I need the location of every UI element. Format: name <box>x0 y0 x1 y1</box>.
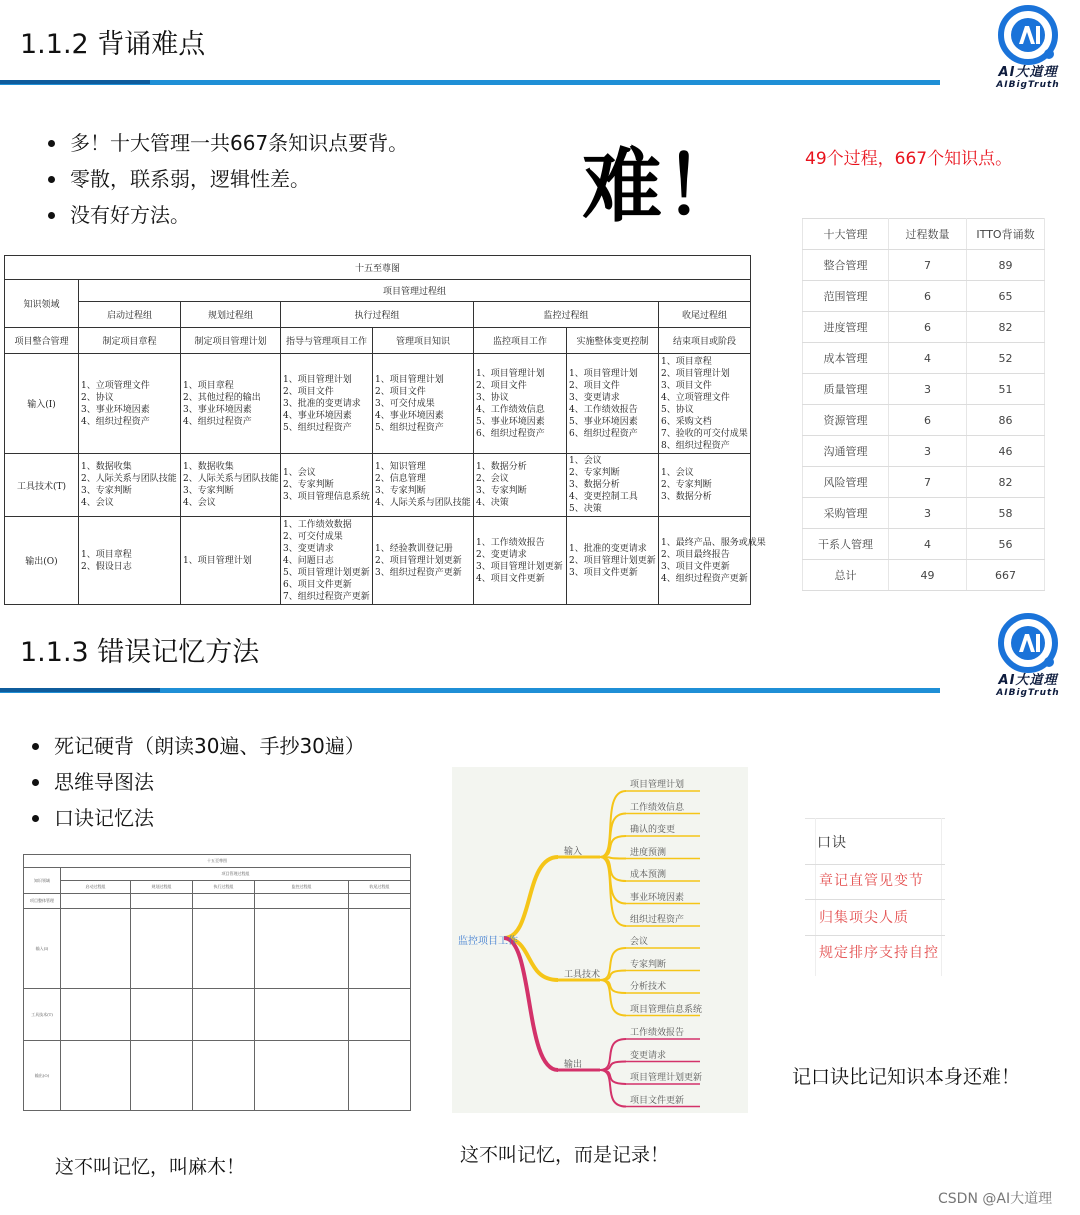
count-cell: 4 <box>889 529 967 560</box>
itto-row-label: 输出(O) <box>5 517 79 605</box>
itto-cell-item: 3、变更请求 <box>283 543 334 554</box>
section2-title: 1.1.3 错误记忆方法 <box>20 637 260 668</box>
count-cell: 86 <box>967 405 1045 436</box>
itto-group: 规划过程组 <box>181 302 281 328</box>
mnemonic-grid-line <box>805 818 945 819</box>
logo <box>985 612 1071 699</box>
itto-cell-item: 2、专家判断 <box>283 480 334 490</box>
mind-branch-line <box>504 857 558 938</box>
count-cell: 进度管理 <box>803 312 889 343</box>
itto-cell-item: 2、项目管理计划更新 <box>375 555 462 566</box>
itto-cell <box>181 454 281 517</box>
blank-template <box>23 854 411 1111</box>
bullet-item: 口诀记忆法 <box>32 800 432 836</box>
mind-leaf-label: 项目文件更新 <box>630 1095 685 1106</box>
mnemonic-line: 章记直管见变节 <box>819 873 924 889</box>
itto-cell-item: 3、数据分析 <box>661 492 712 502</box>
blank-area-label: 知识领域 <box>24 868 61 894</box>
itto-cell <box>373 454 474 517</box>
caption-right: 记口诀比记知识本身还难！ <box>792 1066 1021 1088</box>
itto-cell-item: 3、可交付成果 <box>375 398 435 409</box>
mind-leaf-label: 项目管理信息系统 <box>630 1004 703 1015</box>
ai-logo-icon <box>997 4 1059 66</box>
blank-group: 收尾过程组 <box>349 881 411 894</box>
count-cell: 采购管理 <box>803 498 889 529</box>
itto-table <box>4 255 766 605</box>
count-row <box>803 343 1045 374</box>
itto-cell <box>79 454 181 517</box>
itto-process: 指导与管理项目工作 <box>281 328 373 354</box>
mind-leaf-label: 事业环境因素 <box>630 892 685 903</box>
mnemonic-grid-line <box>805 899 945 900</box>
count-row <box>803 436 1045 467</box>
count-row <box>803 498 1045 529</box>
count-cell: 范围管理 <box>803 281 889 312</box>
mind-branch-label: 工具技术 <box>564 970 601 980</box>
itto-cell <box>373 354 474 454</box>
count-cell: 51 <box>967 374 1045 405</box>
itto-cell-item: 4、事业环境因素 <box>283 410 352 421</box>
itto-group-header: 项目管理过程组 <box>79 280 751 302</box>
count-row <box>803 250 1045 281</box>
ai-logo-icon <box>997 612 1059 674</box>
mind-leaf-line <box>600 948 626 980</box>
count-cell: 667 <box>967 560 1045 591</box>
itto-cell-item: 1、项目管理计划 <box>569 368 638 379</box>
mind-branch-label: 输入 <box>564 847 583 857</box>
count-row <box>803 374 1045 405</box>
itto-cell-item: 6、采购文档 <box>661 416 712 427</box>
itto-area-label: 知识领域 <box>5 280 79 328</box>
section1-divider-accent <box>0 80 150 84</box>
blank-row-label: 输出(O) <box>24 1041 61 1111</box>
mind-leaf-line <box>600 1039 626 1070</box>
itto-cell-item: 2、其他过程的输出 <box>183 392 261 403</box>
count-cell: 6 <box>889 281 967 312</box>
caption-left: 这不叫记忆，叫麻木！ <box>55 1156 246 1178</box>
itto-cell <box>659 517 766 605</box>
blank-row-label: 输入(I) <box>24 909 61 989</box>
itto-cell <box>567 354 659 454</box>
section2-bullets <box>32 728 432 836</box>
itto-cell <box>659 354 751 454</box>
itto-cell-item: 2、专家判断 <box>661 480 712 490</box>
count-row <box>803 281 1045 312</box>
itto-cell-item: 2、项目管理计划 <box>661 368 730 379</box>
blank-row-area: 项目整体管理 <box>24 894 61 909</box>
itto-cell-item: 3、批准的变更请求 <box>283 398 361 409</box>
mind-leaf-label: 分析技术 <box>630 982 667 992</box>
mind-branch-label: 输出 <box>564 1060 583 1070</box>
count-cell: 65 <box>967 281 1045 312</box>
itto-cell-item: 4、决策 <box>476 498 509 508</box>
itto-cell-item: 4、事业环境因素 <box>375 410 444 421</box>
itto-process: 实施整体变更控制 <box>567 328 659 354</box>
count-row <box>803 467 1045 498</box>
itto-cell-item: 3、项目管理计划更新 <box>476 561 563 572</box>
bullet-item: 零散，联系弱，逻辑性差。 <box>48 161 568 197</box>
itto-cell-item: 4、人际关系与团队技能 <box>375 498 471 508</box>
itto-cell <box>79 517 181 605</box>
process-count-note: 49个过程，667个知识点。 <box>805 149 1013 169</box>
itto-cell-item: 3、专家判断 <box>183 486 234 496</box>
itto-cell <box>181 354 281 454</box>
itto-table-container <box>4 255 766 605</box>
logo-brand: AI大道理 <box>998 673 1058 688</box>
mind-leaf-label: 变更请求 <box>630 1050 667 1061</box>
itto-cell-item: 4、工作绩效信息 <box>476 404 545 415</box>
itto-cell-item: 2、项目最终报告 <box>661 549 730 560</box>
itto-cell-item: 4、立项管理文件 <box>661 392 730 403</box>
itto-process: 制定项目章程 <box>79 328 181 354</box>
count-cell: 82 <box>967 312 1045 343</box>
mind-leaf-line <box>600 1070 626 1084</box>
footer-watermark: CSDN @AI大道理 <box>938 1191 1053 1207</box>
count-cell: 6 <box>889 405 967 436</box>
itto-cell-item: 2、项目文件 <box>375 386 426 397</box>
itto-cell-item: 1、项目管理计划 <box>476 368 545 379</box>
itto-cell-item: 7、组织过程资产更新 <box>283 591 370 602</box>
itto-cell-item: 1、数据分析 <box>476 462 527 472</box>
mnemonic-grid-line <box>805 935 945 936</box>
mind-leaf-label: 会议 <box>630 937 649 947</box>
count-cell: 46 <box>967 436 1045 467</box>
itto-cell-item: 3、事业环境因素 <box>81 404 150 415</box>
itto-cell-item: 5、组织过程资产 <box>375 422 444 433</box>
itto-row-label: 输入(I) <box>5 354 79 454</box>
itto-group: 启动过程组 <box>79 302 181 328</box>
mind-map <box>452 767 748 1113</box>
mnemonic-card <box>805 818 945 976</box>
mind-leaf-label: 成本预测 <box>630 870 667 880</box>
itto-cell-item: 3、专家判断 <box>375 486 426 496</box>
itto-cell-item: 1、会议 <box>283 468 316 478</box>
count-header: 过程数量 <box>889 219 967 250</box>
itto-row-tools <box>5 454 751 517</box>
count-cell: 沟通管理 <box>803 436 889 467</box>
count-row <box>803 529 1045 560</box>
bullet-item: 思维导图法 <box>32 764 432 800</box>
mnemonic-grid-line <box>805 864 945 865</box>
itto-cell-item: 3、专家判断 <box>81 486 132 496</box>
itto-cell-item: 1、知识管理 <box>375 462 426 472</box>
count-cell: 3 <box>889 436 967 467</box>
itto-cell-item: 4、问题日志 <box>283 555 334 566</box>
itto-row-label: 工具技术(T) <box>5 454 79 517</box>
count-cell: 49 <box>889 560 967 591</box>
itto-cell-item: 2、项目文件 <box>283 386 334 397</box>
mnemonic-line: 规定排序支持自控 <box>819 945 939 961</box>
itto-cell <box>281 454 373 517</box>
itto-cell-item: 1、数据收集 <box>81 462 132 472</box>
itto-cell-item: 2、项目文件 <box>476 380 527 391</box>
count-cell: 58 <box>967 498 1045 529</box>
count-cell: 3 <box>889 498 967 529</box>
itto-cell-item: 3、项目管理信息系统 <box>283 492 370 502</box>
section2-divider-accent <box>0 688 160 692</box>
itto-cell-item: 4、会议 <box>81 498 114 508</box>
itto-cell <box>181 517 281 605</box>
bullet-item: 没有好方法。 <box>48 197 568 233</box>
mind-leaf-label: 工作绩效信息 <box>630 802 685 813</box>
itto-cell-item: 1、最终产品、服务或成果 <box>661 537 766 548</box>
mnemonic-title: 口诀 <box>817 835 847 851</box>
itto-cell-item: 7、验收的可交付成果 <box>661 428 748 439</box>
blank-template-table <box>23 854 411 1111</box>
bullet-item: 死记硬背（朗读30遍、手抄30遍） <box>32 728 432 764</box>
itto-cell-item: 2、协议 <box>81 392 114 403</box>
itto-cell-item: 2、假设日志 <box>81 561 132 572</box>
count-header: ITTO背诵数 <box>967 219 1045 250</box>
mnemonic-line: 归集项尖人质 <box>819 910 909 926</box>
logo-subtitle: AIBigTruth <box>996 80 1060 90</box>
itto-cell-item: 5、组织过程资产 <box>283 422 352 433</box>
mind-leaf-line <box>600 836 626 857</box>
itto-cell-item: 3、数据分析 <box>569 480 620 490</box>
itto-group: 执行过程组 <box>281 302 474 328</box>
itto-cell-item: 5、决策 <box>569 504 602 514</box>
bullet-item: 多！十大管理一共667条知识点要背。 <box>48 125 568 161</box>
itto-cell <box>281 517 373 605</box>
count-cell: 7 <box>889 467 967 498</box>
count-row <box>803 405 1045 436</box>
itto-cell-item: 3、项目文件更新 <box>661 561 730 572</box>
blank-group: 监控过程组 <box>255 881 349 894</box>
itto-cell <box>474 354 567 454</box>
itto-cell <box>474 517 567 605</box>
itto-cell-item: 4、组织过程资产更新 <box>661 573 748 584</box>
itto-group: 收尾过程组 <box>659 302 751 328</box>
itto-cell-item: 1、项目章程 <box>661 356 712 367</box>
itto-cell-item: 4、工作绩效报告 <box>569 404 638 415</box>
itto-cell-item: 2、专家判断 <box>569 468 620 478</box>
itto-cell-item: 6、组织过程资产 <box>476 428 545 439</box>
itto-cell <box>281 354 373 454</box>
count-cell: 总计 <box>803 560 889 591</box>
itto-row-output <box>5 517 751 605</box>
count-cell: 整合管理 <box>803 250 889 281</box>
itto-cell-item: 2、会议 <box>476 474 509 484</box>
itto-cell-item: 1、项目章程 <box>183 380 234 391</box>
mind-leaf-line <box>600 980 626 1016</box>
itto-cell-item: 1、会议 <box>661 468 694 478</box>
mind-leaf-line <box>600 857 626 881</box>
mind-leaf-label: 进度预测 <box>630 847 667 858</box>
itto-cell-item: 4、组织过程资产 <box>183 416 252 427</box>
logo-brand: AI大道理 <box>998 65 1058 80</box>
caption-middle: 这不叫记忆，而是记录！ <box>460 1144 670 1166</box>
itto-cell-item: 3、项目文件 <box>661 380 712 391</box>
blank-group: 启动过程组 <box>61 881 131 894</box>
blank-title: 十五至尊图 <box>24 855 411 868</box>
difficulty-emphasis: 难！ <box>582 139 746 233</box>
itto-cell-item: 8、组织过程资产 <box>661 440 730 451</box>
itto-cell-item: 1、立项管理文件 <box>81 380 150 391</box>
itto-cell-item: 4、项目文件更新 <box>476 573 545 584</box>
itto-cell <box>79 354 181 454</box>
mind-root: 监控项目工作 <box>458 936 518 947</box>
count-cell: 质量管理 <box>803 374 889 405</box>
itto-cell-item: 1、项目章程 <box>81 549 132 560</box>
itto-cell <box>567 454 659 517</box>
itto-cell-item: 2、项目文件 <box>569 380 620 391</box>
itto-cell-item: 5、项目管理计划更新 <box>283 567 370 578</box>
itto-cell <box>567 517 659 605</box>
itto-cell-item: 4、变更控制工具 <box>569 492 638 502</box>
count-table <box>802 218 1045 591</box>
itto-group: 监控过程组 <box>474 302 659 328</box>
mind-leaf-label: 专家判断 <box>630 959 667 970</box>
count-cell: 82 <box>967 467 1045 498</box>
count-cell: 干系人管理 <box>803 529 889 560</box>
logo-subtitle: AIBigTruth <box>996 688 1060 698</box>
itto-cell-item: 2、可交付成果 <box>283 531 343 542</box>
count-table-container <box>802 218 1045 591</box>
itto-cell-item: 1、工作绩效报告 <box>476 537 545 548</box>
mind-leaf-label: 组织过程资产 <box>630 915 685 925</box>
itto-cell-item: 5、事业环境因素 <box>569 416 638 427</box>
itto-cell-item: 4、组织过程资产 <box>81 416 150 427</box>
itto-cell-item: 3、事业环境因素 <box>183 404 252 415</box>
count-cell: 56 <box>967 529 1045 560</box>
itto-cell-item: 1、数据收集 <box>183 462 234 472</box>
itto-row-input <box>5 354 751 454</box>
itto-cell-item: 4、会议 <box>183 498 216 508</box>
itto-cell-item: 6、组织过程资产 <box>569 428 638 439</box>
itto-row-area: 项目整合管理 <box>5 328 79 354</box>
itto-cell-item: 1、会议 <box>569 456 602 466</box>
blank-group-header: 项目管理过程组 <box>61 868 411 881</box>
count-cell: 7 <box>889 250 967 281</box>
itto-cell-item: 1、项目管理计划 <box>375 374 444 385</box>
blank-row-label: 工具技术(T) <box>24 989 61 1041</box>
count-cell: 4 <box>889 343 967 374</box>
blank-group: 规划过程组 <box>131 881 193 894</box>
count-cell: 风险管理 <box>803 467 889 498</box>
itto-cell-item: 3、变更请求 <box>569 392 620 403</box>
section1-title: 1.1.2 背诵难点 <box>20 29 206 60</box>
mind-leaf-label: 项目管理计划更新 <box>630 1073 703 1083</box>
count-row <box>803 560 1045 591</box>
itto-cell-item: 2、变更请求 <box>476 549 527 560</box>
count-cell: 成本管理 <box>803 343 889 374</box>
section1-bullets <box>48 125 568 233</box>
count-cell: 89 <box>967 250 1045 281</box>
blank-group: 执行过程组 <box>193 881 255 894</box>
itto-cell-item: 6、项目文件更新 <box>283 579 352 590</box>
itto-cell-item: 3、专家判断 <box>476 486 527 496</box>
itto-cell-item: 1、项目管理计划 <box>283 374 352 385</box>
count-header: 十大管理 <box>803 219 889 250</box>
itto-process: 监控项目工作 <box>474 328 567 354</box>
count-cell: 6 <box>889 312 967 343</box>
itto-cell-item: 5、协议 <box>661 404 694 415</box>
count-cell: 资源管理 <box>803 405 889 436</box>
itto-cell-item: 1、项目管理计划 <box>183 555 252 566</box>
count-cell: 3 <box>889 374 967 405</box>
mind-leaf-line <box>600 1070 626 1107</box>
mnemonic-grid-line <box>815 818 816 976</box>
mind-leaf-label: 项目管理计划 <box>630 780 685 790</box>
itto-cell <box>659 454 751 517</box>
itto-cell-item: 1、批准的变更请求 <box>569 543 647 554</box>
itto-cell-item: 2、人际关系与团队技能 <box>81 474 177 484</box>
count-cell: 52 <box>967 343 1045 374</box>
itto-cell-item: 3、组织过程资产更新 <box>375 567 462 578</box>
count-row <box>803 312 1045 343</box>
mnemonic-grid-line <box>941 818 942 976</box>
itto-cell-item: 3、协议 <box>476 392 509 403</box>
itto-cell-item: 5、事业环境因素 <box>476 416 545 427</box>
mind-leaf-label: 确认的变更 <box>630 825 676 835</box>
itto-cell-item: 3、项目文件更新 <box>569 567 638 578</box>
mind-leaf-line <box>600 980 626 993</box>
itto-cell <box>373 517 474 605</box>
itto-process: 结束项目或阶段 <box>659 328 751 354</box>
itto-cell-item: 2、人际关系与团队技能 <box>183 474 279 484</box>
logo <box>985 4 1071 91</box>
itto-cell-item: 2、项目管理计划更新 <box>569 555 656 566</box>
itto-cell <box>474 454 567 517</box>
itto-process: 管理项目知识 <box>373 328 474 354</box>
itto-process: 制定项目管理计划 <box>181 328 281 354</box>
mind-leaf-label: 工作绩效报告 <box>630 1028 685 1038</box>
itto-cell-item: 2、信息管理 <box>375 474 426 484</box>
itto-cell-item: 1、经验教训登记册 <box>375 543 453 554</box>
itto-cell-item: 1、工作绩效数据 <box>283 519 352 530</box>
itto-title: 十五至尊图 <box>5 256 751 280</box>
